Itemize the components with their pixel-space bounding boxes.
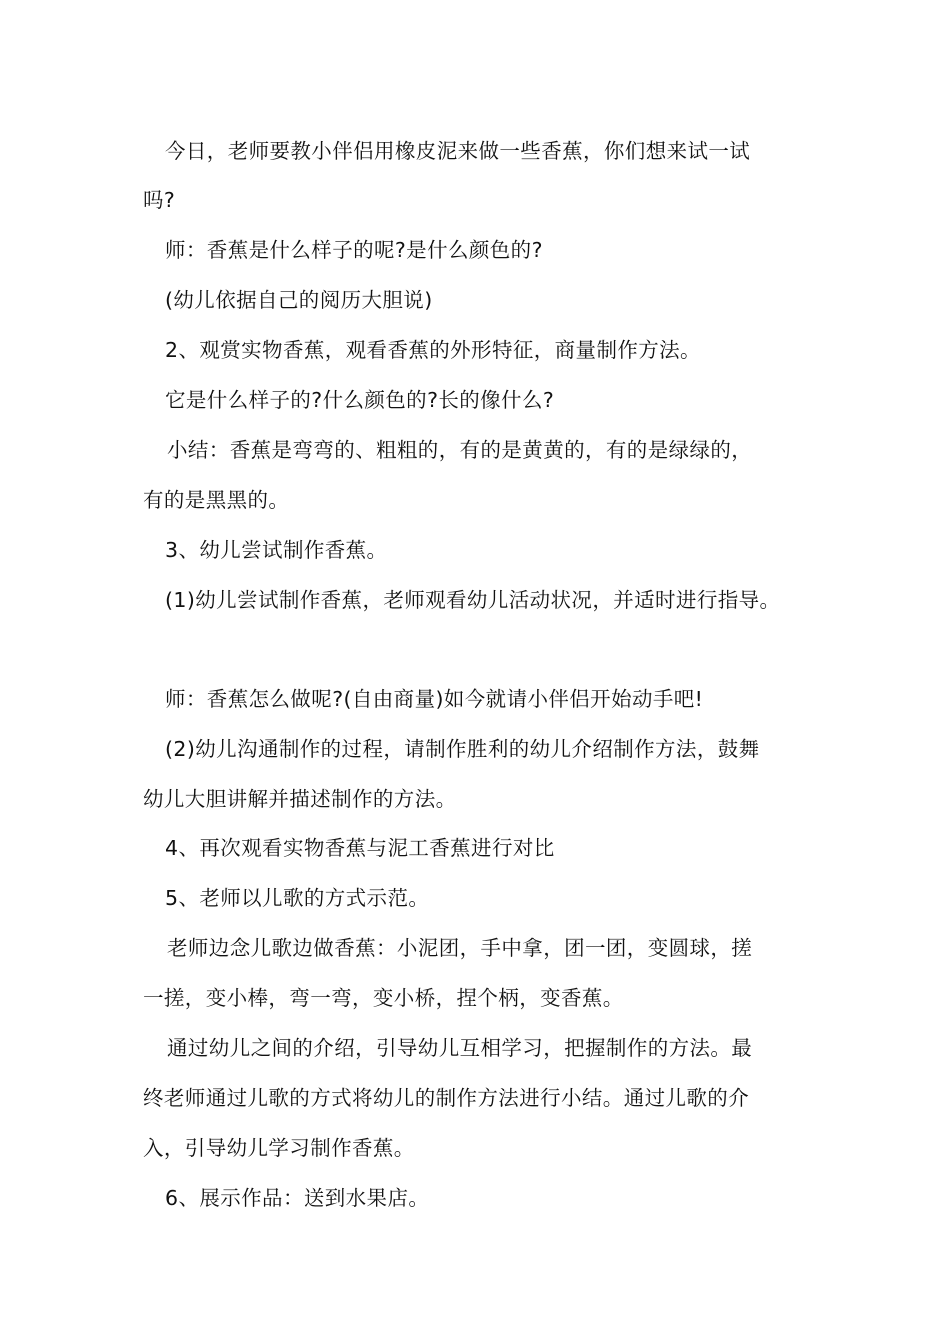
paragraph-line: 有的是黑黑的。 bbox=[143, 488, 290, 512]
step-heading: 4、再次观看实物香蕉与泥工香蕉进行对比 bbox=[165, 836, 555, 860]
paragraph-line: 今日，老师要教小伴侣用橡皮泥来做一些香蕉，你们想来试一试 bbox=[165, 139, 751, 163]
paragraph-line: 师：香蕉是什么样子的呢?是什么颜色的? bbox=[165, 238, 543, 262]
paragraph-line: 终老师通过儿歌的方式将幼儿的制作方法进行小结。通过儿歌的介 bbox=[143, 1086, 750, 1110]
step-heading: 6、展示作品：送到水果店。 bbox=[165, 1186, 430, 1210]
step-heading: 3、幼儿尝试制作香蕉。 bbox=[165, 538, 388, 562]
paragraph-line: 一搓，变小棒，弯一弯，变小桥，捏个柄，变香蕉。 bbox=[143, 986, 624, 1010]
paragraph-line: 吗? bbox=[143, 188, 176, 212]
paragraph-line: 通过幼儿之间的介绍，引导幼儿互相学习，把握制作的方法。最 bbox=[167, 1036, 753, 1060]
paragraph-line: 入，引导幼儿学习制作香蕉。 bbox=[143, 1136, 415, 1160]
paragraph-line: 老师边念儿歌边做香蕉：小泥团，手中拿，团一团，变圆球，搓 bbox=[167, 936, 753, 960]
paragraph-line: 师：香蕉怎么做呢?(自由商量)如今就请小伴侣开始动手吧! bbox=[165, 687, 704, 711]
paragraph-line: (2)幼儿沟通制作的过程，请制作胜利的幼儿介绍制作方法，鼓舞 bbox=[165, 737, 760, 761]
paragraph-line: 小结：香蕉是弯弯的、粗粗的，有的是黄黄的，有的是绿绿的， bbox=[167, 438, 753, 462]
step-heading: 5、老师以儿歌的方式示范。 bbox=[165, 886, 430, 910]
step-heading: 2、观赏实物香蕉，观看香蕉的外形特征，商量制作方法。 bbox=[165, 338, 701, 362]
paragraph-line: 幼儿大胆讲解并描述制作的方法。 bbox=[143, 787, 457, 811]
paragraph-line: (幼儿依据自己的阅历大胆说) bbox=[165, 288, 433, 312]
paragraph-line: 它是什么样子的?什么颜色的?长的像什么? bbox=[165, 388, 555, 412]
paragraph-line: (1)幼儿尝试制作香蕉，老师观看幼儿活动状况，并适时进行指导。 bbox=[165, 588, 781, 612]
